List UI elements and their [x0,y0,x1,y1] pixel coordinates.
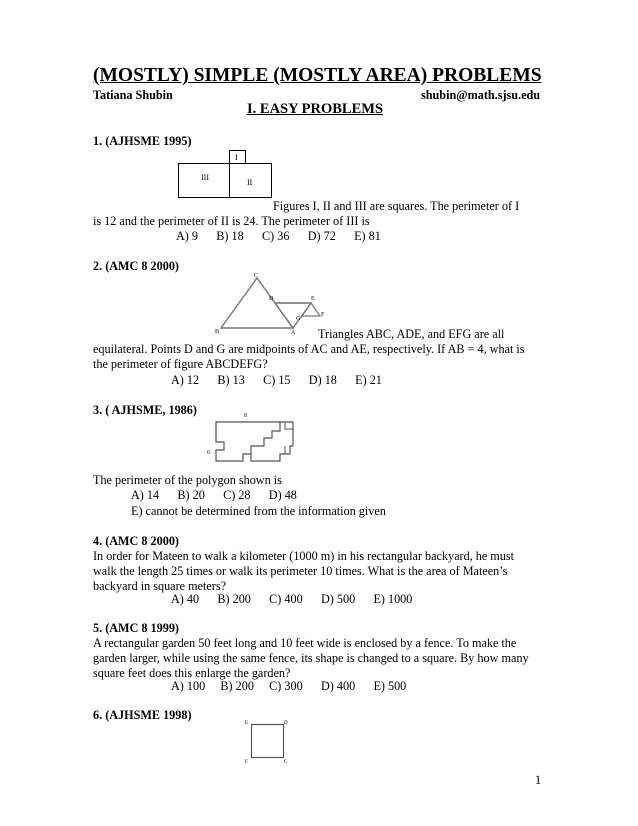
problem-4-text-line1: In order for Mateen to walk a kilometer (1000 m) in his rectangular backyard, he must [93,549,515,563]
problem-2-text-line2: equilateral. Points D and G are midpoints of AC and AE, respectively. If AB = 4, what is [93,342,525,356]
vertex-label-b: B [215,329,220,335]
problem-3-polygon-figure [204,410,304,470]
side-label-6: 6 [207,450,210,456]
problem-5-text-line3: square feet does this enlarge the garden? [93,666,291,680]
vertex-label-e: E [245,721,249,726]
problem-1-heading: 1. (AJHSME 1995) [93,134,192,148]
problem-2-triangles-figure [214,270,324,334]
vertex-label-g: G [296,316,301,322]
problem-2-heading: 2. (AMC 8 2000) [93,259,179,273]
problem-4-choices: A) 40 B) 200 C) 400 D) 500 E) 1000 [171,592,413,606]
problem-3-text-line1: The perimeter of the polygon shown is [93,473,282,487]
problem-1-text-line2: is 12 and the perimeter of II is 24. The perimeter of III is [93,214,370,228]
problem-5-heading: 5. (AMC 8 1999) [93,621,179,635]
problem-4-text-line3: backyard in square meters? [93,579,226,593]
problem-5-choices: A) 100 B) 200 C) 300 D) 400 E) 500 [171,679,407,693]
vertex-label-c: C [284,760,288,765]
square-label-iii: III [201,173,209,182]
vertex-label-d: D [284,721,288,726]
problem-2-choices: A) 12 B) 13 C) 15 D) 18 E) 21 [171,373,382,387]
page-number: 1 [535,773,542,787]
vertex-label-d: D [269,296,274,302]
problem-3-choice-e: E) cannot be determined from the information given [131,504,386,518]
problem-3-choices: A) 14 B) 20 C) 28 D) 48 [131,488,297,502]
square-label-ii: II [247,178,253,187]
problem-5-text-line2: garden larger, while using the same fence, its shape is changed to a square. By how many [93,651,529,665]
section-heading: I. EASY PROBLEMS [247,101,384,117]
vertex-label-c: C [254,273,259,279]
vertex-label-e: E [311,296,315,302]
problem-6-square-figure [244,718,294,764]
square-label-i: I [235,153,238,162]
page-title: (MOSTLY) SIMPLE (MOSTLY AREA) PROBLEMS [93,65,542,86]
vertex-label-f: F [245,760,248,765]
problem-6-heading: 6. (AJHSME 1998) [93,708,192,722]
vertex-label-f: F [321,312,325,318]
problem-4-heading: 4. (AMC 8 2000) [93,534,179,548]
problem-2-text-line3: the perimeter of figure ABCDEFG? [93,357,268,371]
problem-5-text-line1: A rectangular garden 50 feet long and 10 feet wide is enclosed by a fence. To make the [93,636,517,650]
side-label-8: 8 [244,413,247,419]
problem-1-choices: A) 9 B) 18 C) 36 D) 72 E) 81 [176,229,381,243]
problem-1-text-line1: Figures I, II and III are squares. The perimeter of I [273,199,520,213]
problem-4-text-line2: walk the length 25 times or walk its perimeter 10 times. What is the area of Mateen’s [93,564,508,578]
author-email: shubin@math.sjsu.edu [421,88,541,102]
author-name: Tatiana Shubin [93,88,173,102]
problem-2-text-line1: Triangles ABC, ADE, and EFG are all [318,327,505,341]
vertex-label-a: A [291,330,296,336]
problem-3-heading: 3. ( AJHSME, 1986) [93,403,197,417]
problem-1-squares-figure [178,149,278,209]
